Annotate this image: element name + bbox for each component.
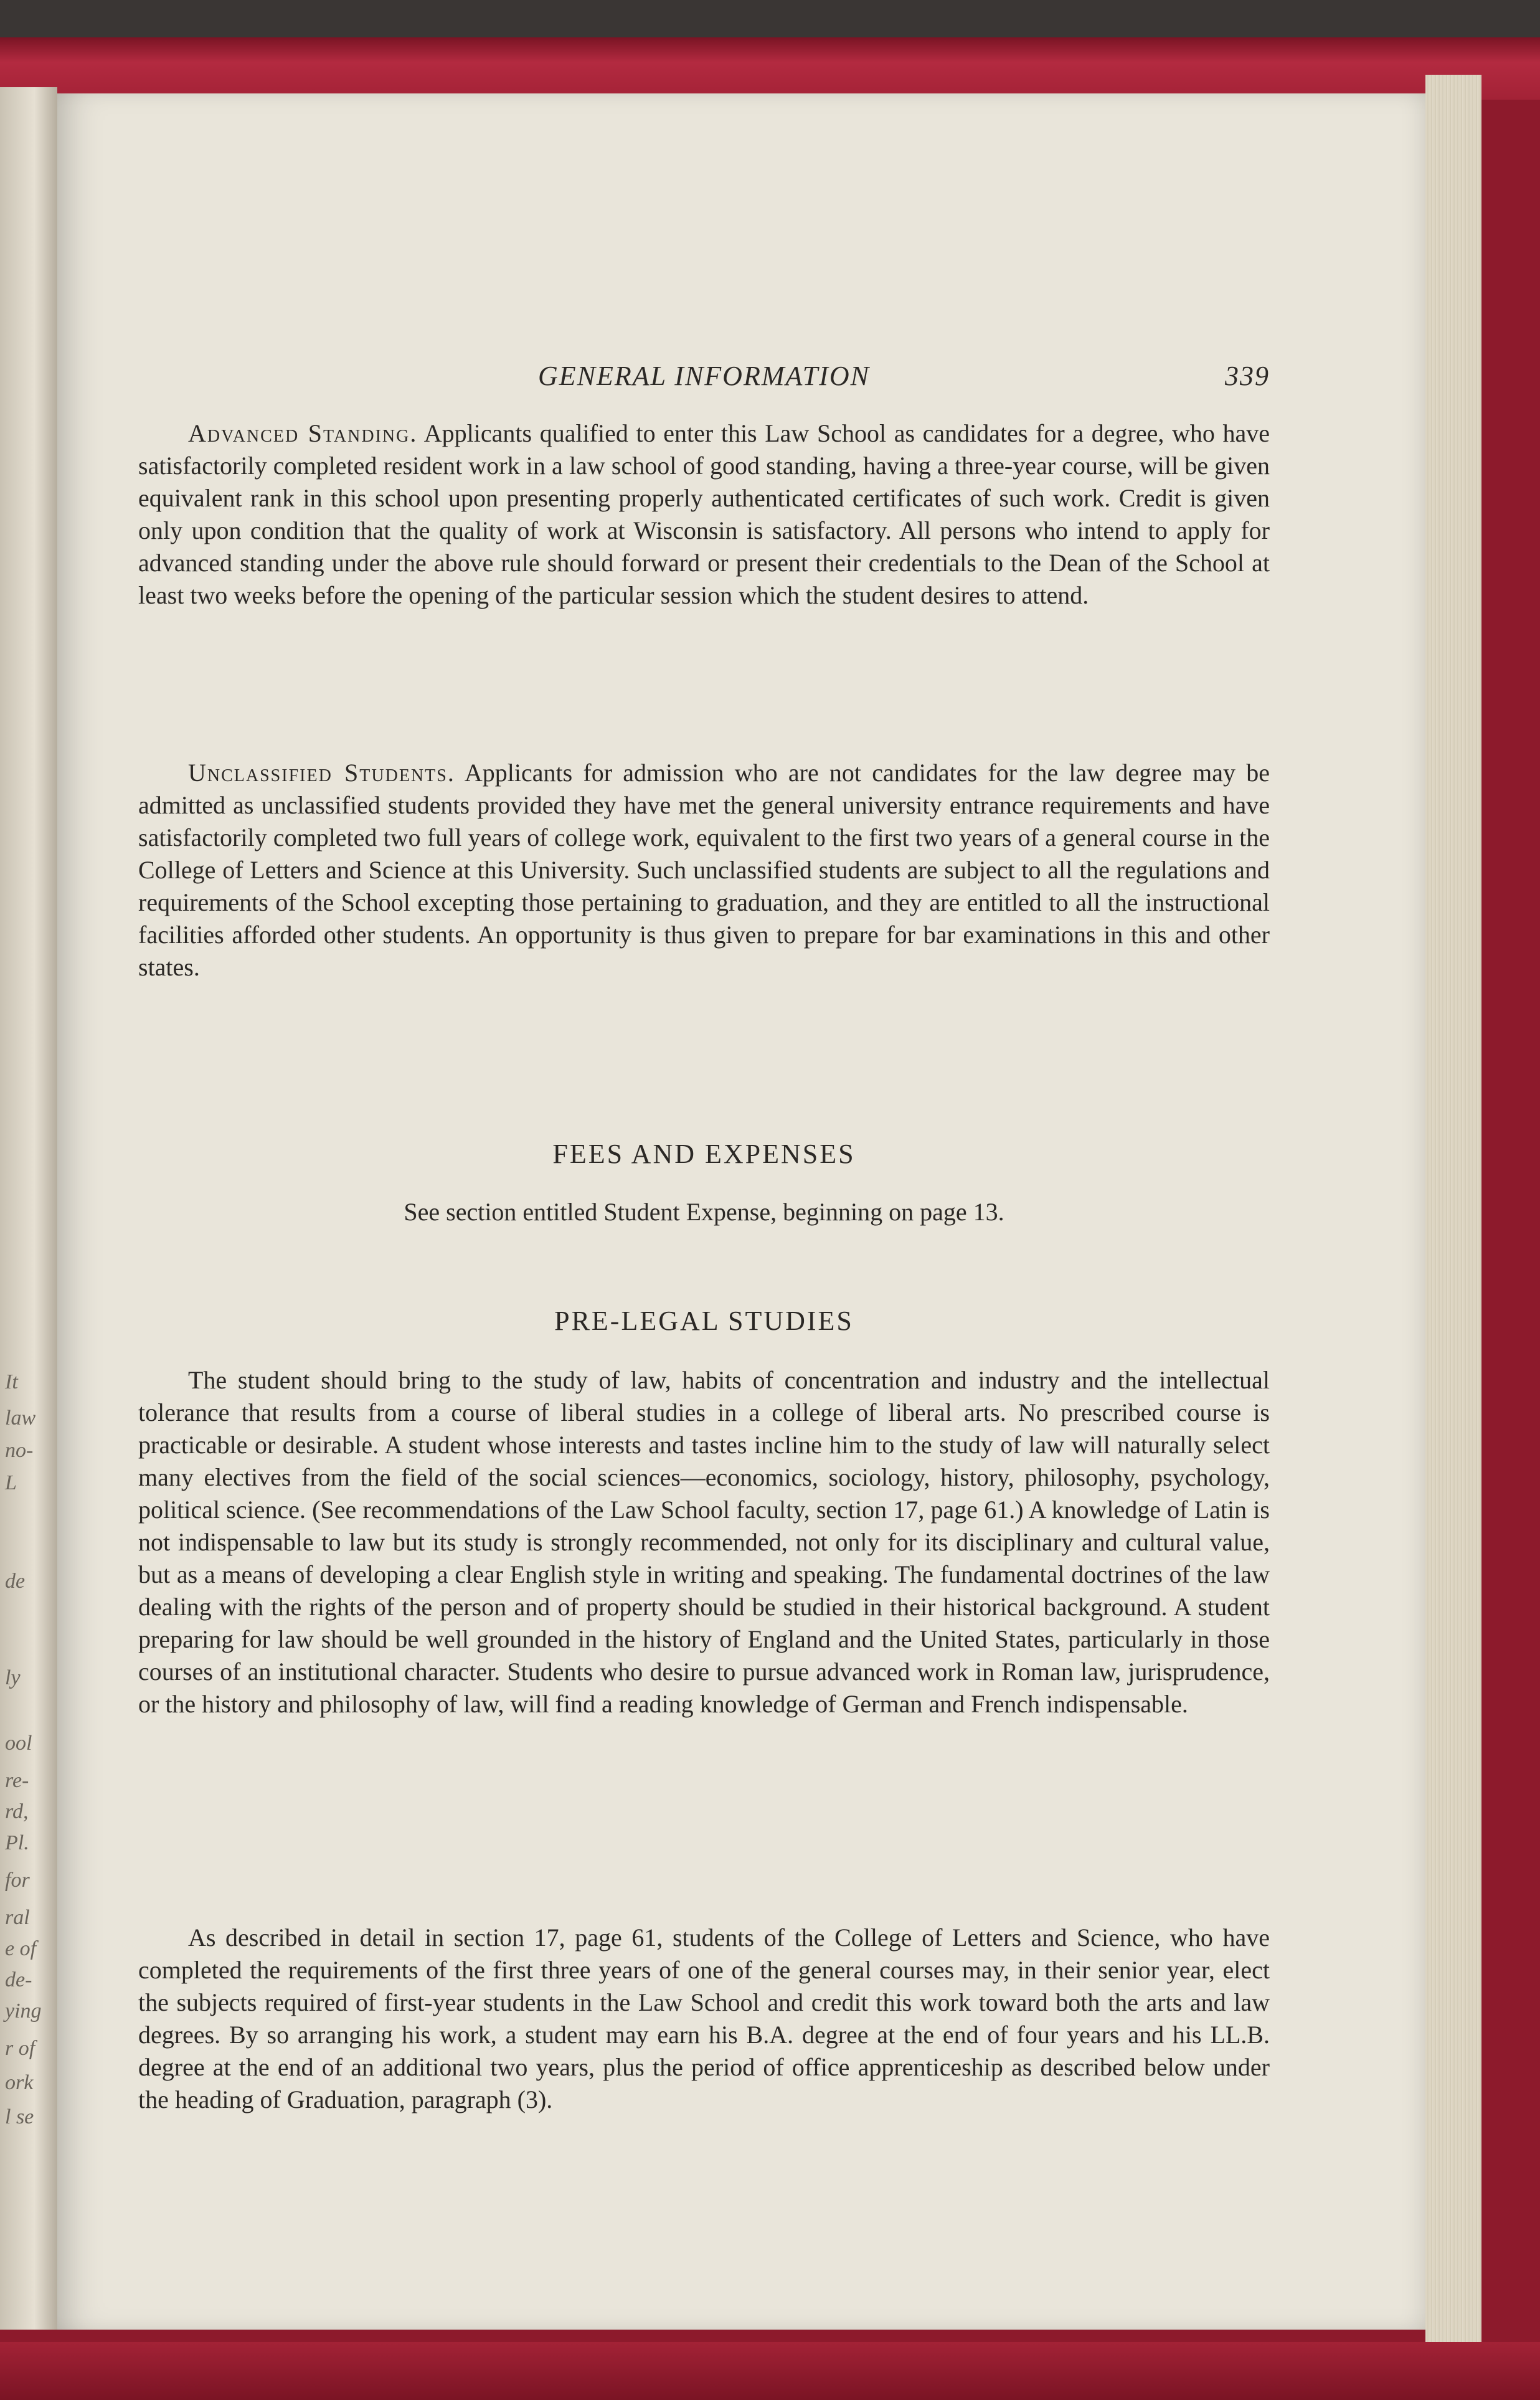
left-page-fragment: l se (5, 2105, 34, 2128)
advanced-standing-lead: Advanced Standing. (188, 419, 418, 447)
fees-heading: FEES AND EXPENSES (552, 1139, 856, 1169)
unclassified-students-paragraph (138, 757, 1270, 984)
running-title: GENERAL INFORMATION (538, 361, 870, 391)
left-page-fragment: It (5, 1370, 18, 1393)
left-page-edge (0, 87, 57, 2330)
left-page-fragment: law (5, 1406, 36, 1430)
left-page-fragment: Pl. (5, 1831, 29, 1854)
advanced-standing-paragraph (138, 417, 1270, 612)
left-page-fragment: no- (5, 1439, 34, 1462)
left-page-fragment: re- (5, 1769, 29, 1792)
binding-bottom-edge (0, 2342, 1540, 2400)
unclassified-students-lead: Unclassified Students. (188, 759, 455, 787)
left-page-fragment: rd, (5, 1800, 29, 1823)
advanced-standing-text: Applicants qualified to enter this Law School as candidates for a degree, who have satisfactorily completed resident work in a law school of good standing, having a three-year course, will be given equivalent rank in this school upon presenting properly authenticated certificates of such work. Credit is given only upon condition that the quality of work at Wisconsin is satisfactory. All persons who intend to apply for advanced standing under the above rule should forward or present their credentials to the Dean of the School at least two weeks before the opening of the particular session which the student desires to attend. (138, 419, 1270, 609)
book-page (57, 93, 1425, 2330)
binding-top-edge (0, 37, 1540, 100)
left-page-fragment: de- (5, 1968, 32, 1991)
left-page-fragment: de (5, 1570, 26, 1593)
page-stack-edge (1425, 75, 1481, 2342)
left-page-fragment: ly (5, 1666, 21, 1689)
pre-legal-heading: PRE-LEGAL STUDIES (554, 1306, 854, 1336)
left-page-fragment: ying (5, 1999, 42, 2023)
left-page-fragment: ork (5, 2071, 34, 2094)
left-page-fragment: L (5, 1471, 17, 1494)
pre-legal-paragraph-2: As described in detail in section 17, page 61, students of the College of Letters and Science, who have completed the requirements of the first three years of one of the general courses may, in their senior year, elect the subjects required of first-year students in the Law School and credit this work toward both the arts and law degrees. By so arranging his work, a student may earn his B.A. degree at the end of four years and his LL.B. degree at the end of an additional two years, plus the period of office apprenticeship as described below under the heading of Graduation, paragraph (3). (138, 1923, 1270, 2113)
left-page-fragment: ool (5, 1732, 32, 1755)
pre-legal-paragraph-1: The student should bring to the study of law, habits of concentration and industry and the intellectual tolerance that results from a course of liberal studies in a college of liberal arts. No prescribed course is practicable or desirable. A student whose interests and tastes incline him to the study of law will naturally select many electives from the field of the social sciences—economics, sociology, history, philosophy, psychology, political science. (See recommendations of the Law School faculty, section 17, page 61.) A knowledge of Latin is not indispensable to law but its study is strongly recommended, not only for its disciplinary and cultural value, but as a means of developing a clear English style in writing and speaking. The fundamental doctrines of the law dealing with the rights of the person and of property should be studied in their historical background. A student preparing for law should be well grounded in the history of England and the United States, particularly in those courses of an institutional character. Students who desire to pursue advanced work in Roman law, jurisprudence, or the history and philosophy of law, will find a reading knowledge of German and French indispensable. (138, 1366, 1270, 1718)
left-page-fragment: e of (5, 1937, 37, 1960)
fees-text: See section entitled Student Expense, beginning on page 13. (404, 1198, 1004, 1226)
unclassified-students-text: Applicants for admission who are not candidates for the law degree may be admitted as unclassified students provided they have met the general university entrance requirements and have satisfactorily completed two full years of college work, equivalent to the first two years of a general course in the College of Letters and Science at this University. Such unclassified students are subject to all the regulations and requirements of the School excepting those pertaining to graduation, and they are entitled to all the instructional facilities afforded other students. An opportunity is thus given to prepare for bar examinations in this and other states. (138, 759, 1270, 981)
page-number: 339 (1225, 361, 1270, 391)
left-page-fragment: ral (5, 1906, 30, 1929)
running-head (138, 360, 1270, 395)
left-page-fragment: r of (5, 2037, 35, 2060)
left-page-fragment: for (5, 1869, 30, 1892)
